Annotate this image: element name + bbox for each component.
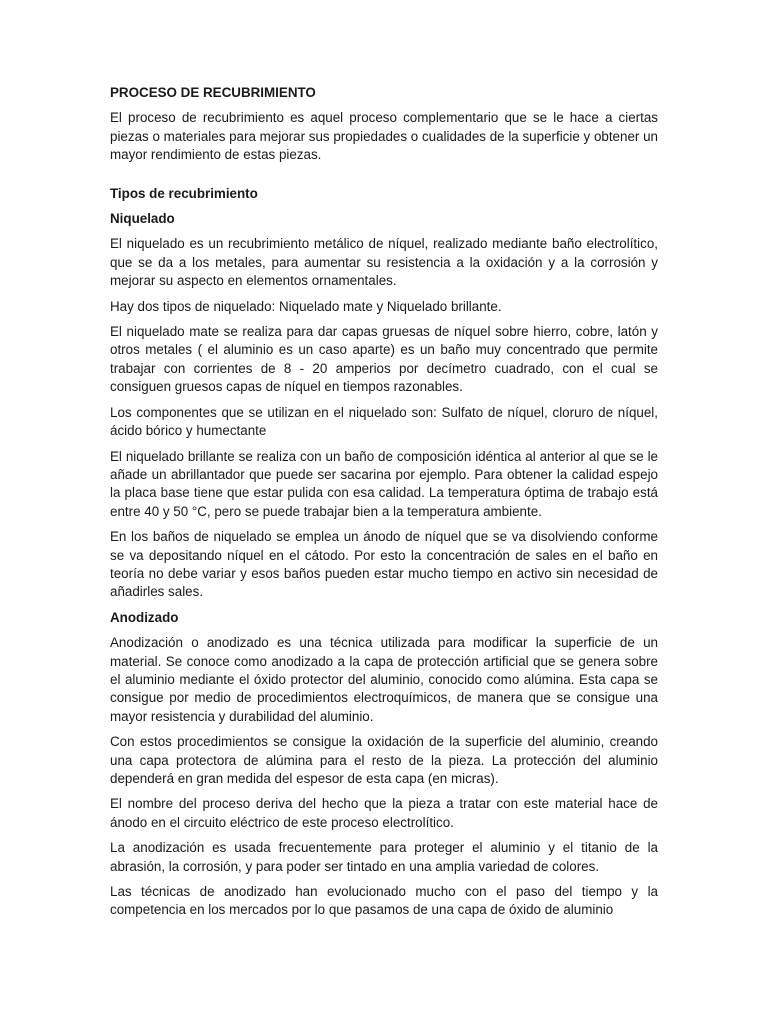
anodizado-paragraph: La anodización es usada frecuentemente para proteger el aluminio y el titanio de la abrasión, la corrosión, y para poder ser tintado en una amplia variedad de colores. [110,840,658,874]
niquelado-paragraph: En los baños de niquelado se emplea un ánodo de níquel que se va disolviendo conforme se va depositando níquel en el cátodo. Por esto la concentración de sales en el baño en teoría no debe variar y esos baños pueden estar mucho tiempo en activo sin necesidad de añadirles sales. [110,529,658,600]
intro-paragraph: El proceso de recubrimiento es aquel proceso complementario que se le hace a ciertas piezas o materiales para mejorar sus propiedades o cualidades de la superficie y obtener un mayor rendimiento de estas piezas. [110,110,658,163]
niquelado-paragraph: Hay dos tipos de niquelado: Niquelado mate y Niquelado brillante. [110,298,502,314]
niquelado-paragraph: El niquelado brillante se realiza con un baño de composición idéntica al anterior al que se le añade un abrillantador que puede ser sacarina por ejemplo. Para obtener la calidad espejo la placa base tiene que estar pulida con esa calidad. La temperatura óptima de trabajo está entre 40 y 50 °C, pero se puede trabajar bien a la temperatura ambiente. [110,448,658,519]
niquelado-heading: Niquelado [110,211,175,227]
document-title: PROCESO DE RECUBRIMIENTO [110,85,316,100]
anodizado-paragraph: Las técnicas de anodizado han evolucionado mucho con el paso del tiempo y la competencia en los mercados por lo que pasamos de una capa de óxido de aluminio [110,884,658,918]
niquelado-paragraph: El niquelado es un recubrimiento metálico de níquel, realizado mediante baño electrolítico, que se da a los metales, para aumentar su resistencia a la oxidación y a la corrosión y mejorar su aspecto en elementos ornamentales. [110,236,658,289]
anodizado-heading: Anodizado [110,609,179,625]
anodizado-paragraph: Con estos procedimientos se consigue la oxidación de la superficie del aluminio, creando una capa protectora de alúmina para el resto de la pieza. La protección del aluminio dependerá en gran medida del espesor de esta capa (en micras). [110,734,658,786]
document-page [110,84,658,927]
anodizado-paragraph: Anodización o anodizado es una técnica utilizada para modificar la superficie de un material. Se conoce como anodizado a la capa de protección artificial que se genera sobre el aluminio mediante el óxido protector del aluminio, conocido como alúmina. Esta capa se consigue por medio de procedimientos electroquímicos, de manera que se consigue una mayor resistencia y durabilidad del aluminio. [110,635,658,724]
niquelado-paragraph: Los componentes que se utilizan en el niquelado son: Sulfato de níquel, cloruro de níquel, ácido bórico y humectante [110,404,658,439]
types-heading: Tipos de recubrimiento [110,185,258,201]
niquelado-paragraph: El niquelado mate se realiza para dar capas gruesas de níquel sobre hierro, cobre, latón y otros metales ( el aluminio es un caso aparte) es un baño muy concentrado que permite trabajar con corrientes de 8 - 20 amperios por decímetro cuadrado, con el cual se consiguen gruesos capas de níquel en tiempos razonables. [110,324,658,395]
anodizado-paragraph: El nombre del proceso deriva del hecho que la pieza a tratar con este material hace de ánodo en el circuito eléctrico de este proceso electrolítico. [110,796,658,830]
